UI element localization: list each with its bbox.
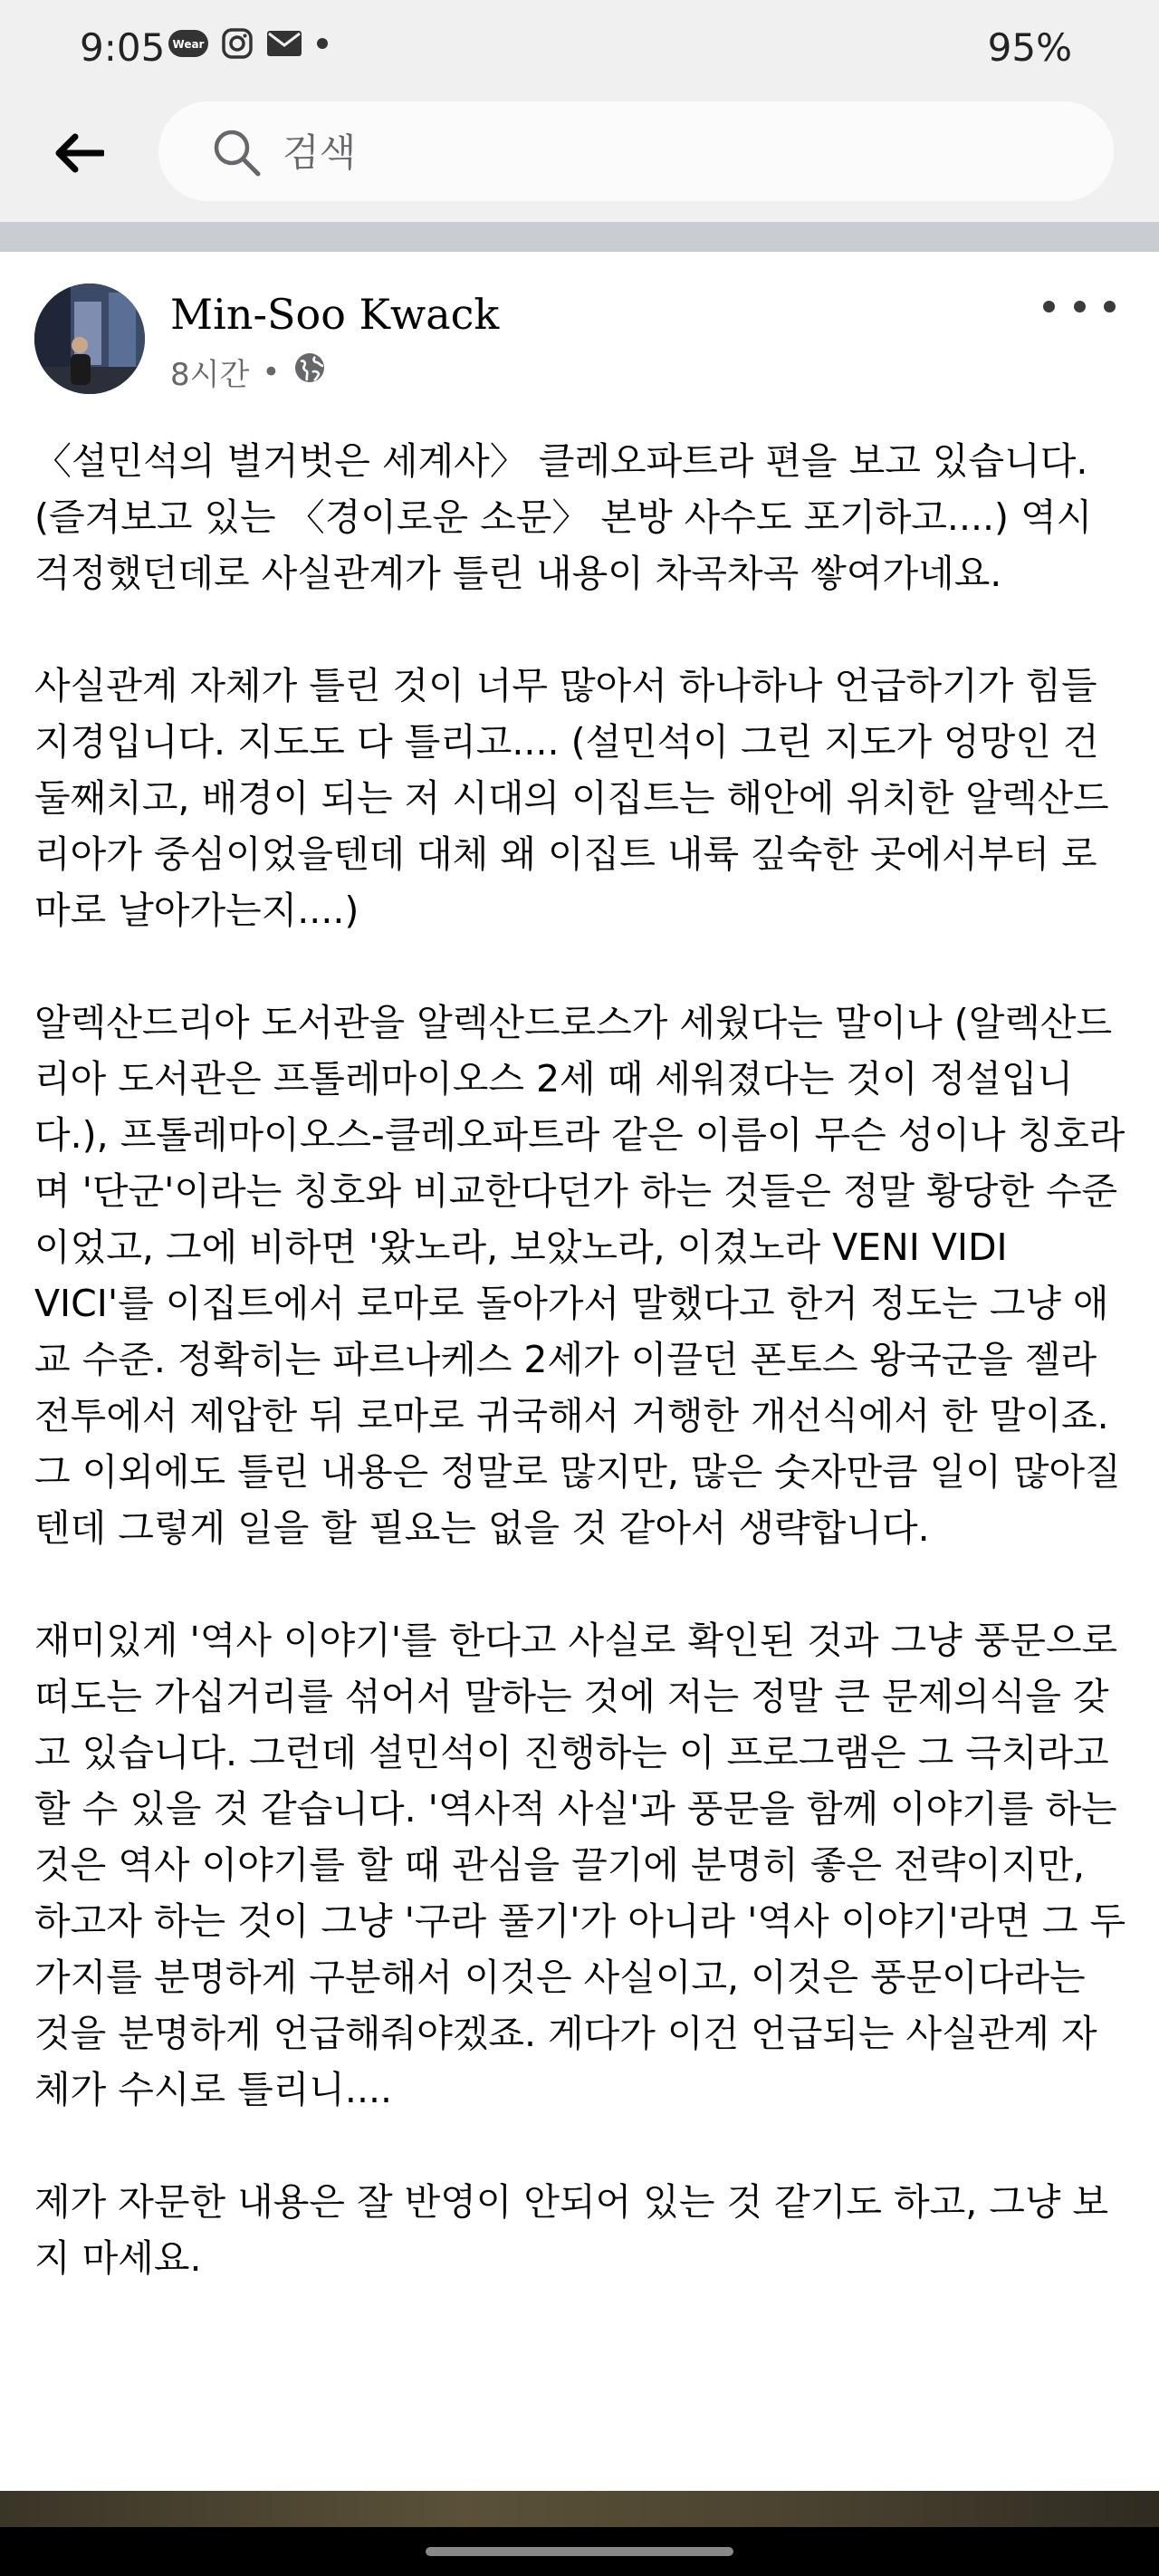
meta-separator: • <box>262 353 281 390</box>
battery-level: 95% <box>987 25 1072 70</box>
search-input[interactable] <box>281 120 1081 185</box>
back-button[interactable] <box>47 123 110 187</box>
post-paragraph: 재미있게 '역사 이야기'를 한다고 사실로 확인된 것과 그냥 풍문으로 떠도는 가십거리를 섞어서 말하는 것에 저는 정말 큰 문제의식을 갖고 있습니다. 그런데 설민석이 진행하는 이 프로그램은 그 극치라고 할 수 있을 것 같습니다. '역사적 사실'과 풍문을 함께 이야기를 하는 것은 역사 이야기를 할 때 관심을 끌기에 분명히 좋은 전략이지만, 하고자 하는 것이 그냥 '구라 풀기'가 아니라 '역사 이야기'라면 그 두 가지를 분명하게 구분해서 이것은 사실이고, 이것은 풍문이다라는 것을 분명하게 언급해줘야겠죠. 게다가 이건 언급되는 사실관계 자체가 수시로 틀리니.... <box>34 1619 1126 2111</box>
author-name[interactable]: Min-Soo Kwack <box>170 290 500 339</box>
post-meta <box>170 350 327 394</box>
post-image-preview[interactable] <box>0 2491 1159 2527</box>
post-card <box>0 252 1159 2491</box>
status-time: 9:05 <box>80 25 166 70</box>
search-icon <box>211 127 262 178</box>
instagram-icon <box>221 27 254 63</box>
status-icons <box>168 27 330 63</box>
more-dot-icon <box>1104 301 1116 312</box>
gesture-handle[interactable] <box>426 2547 733 2556</box>
post-paragraph: 알렉산드리아 도서관을 알렉산드로스가 세웠다는 말이나 (알렉산드리아 도서관은 프톨레마이오스 2세 때 세워졌다는 것이 정설입니다.), 프톨레마이오스-클레오파트라 같은 이름이 무슨 성이나 칭호라며 '단군'이라는 칭호와 비교한다던가 하는 것들은 정말 황당한 수준이었고, 그에 비하면 '왔노라, 보았노라, 이겼노라 VENI VIDI VICI'를 이집트에서 로마로 돌아가서 말했다고 한거 정도는 그냥 애교 수준. 정확히는 파르나케스 2세가 이끌던 폰토스 왕국군을 젤라 전투에서 제압한 뒤 로마로 귀국해서 거행한 개선식에서 한 말이죠. 그 이외에도 틀린 내용은 정말로 많지만, 많은 숫자만큼 일이 많아질텐데 그렇게 일을 할 필요는 없을 것 같아서 생략합니다. <box>34 1001 1125 1550</box>
post-paragraph: 〈설민석의 벌거벗은 세계사〉 클레오파트라 편을 보고 있습니다. (즐겨보고 있는 〈경이로운 소문〉 본방 사수도 포기하고....) 역시 걱정했던데로 사실관계가 틀린 내용이 차곡차곡 쌓여가네요. <box>34 439 1093 595</box>
globe-icon <box>292 351 327 393</box>
post-time[interactable]: 8시간 <box>170 357 250 393</box>
top-bar <box>0 91 1159 222</box>
more-dot-icon <box>1043 301 1055 312</box>
post-paragraph: 사실관계 자체가 틀린 것이 너무 많아서 하나하나 언급하기가 힘들 지경입니다. 지도도 다 틀리고.... (설민석이 그린 지도가 엉망인 건 둘째치고, 배경이 되는 저 시대의 이집트는 해안에 위치한 알렉산드리아가 중심이었을텐데 대체 왜 이집트 내륙 깊숙한 곳에서부터 로마로 날아가는지....) <box>34 664 1109 932</box>
wear-os-icon <box>168 28 208 62</box>
avatar[interactable] <box>34 284 145 394</box>
notification-dot-icon <box>315 36 330 54</box>
system-navigation-bar <box>0 2527 1159 2576</box>
back-arrow-icon <box>53 133 104 177</box>
wear-label: Wear <box>172 38 205 51</box>
status-bar <box>0 0 1159 91</box>
search-box[interactable] <box>158 101 1114 201</box>
section-divider <box>0 222 1159 252</box>
more-options-button[interactable] <box>1043 288 1116 324</box>
more-dot-icon <box>1074 301 1086 312</box>
mail-icon <box>266 29 302 62</box>
post-body <box>34 433 1130 2342</box>
post-paragraph: 제가 자문한 내용은 잘 반영이 안되어 있는 것 같기도 하고, 그냥 보지 마세요. <box>34 2180 1109 2280</box>
